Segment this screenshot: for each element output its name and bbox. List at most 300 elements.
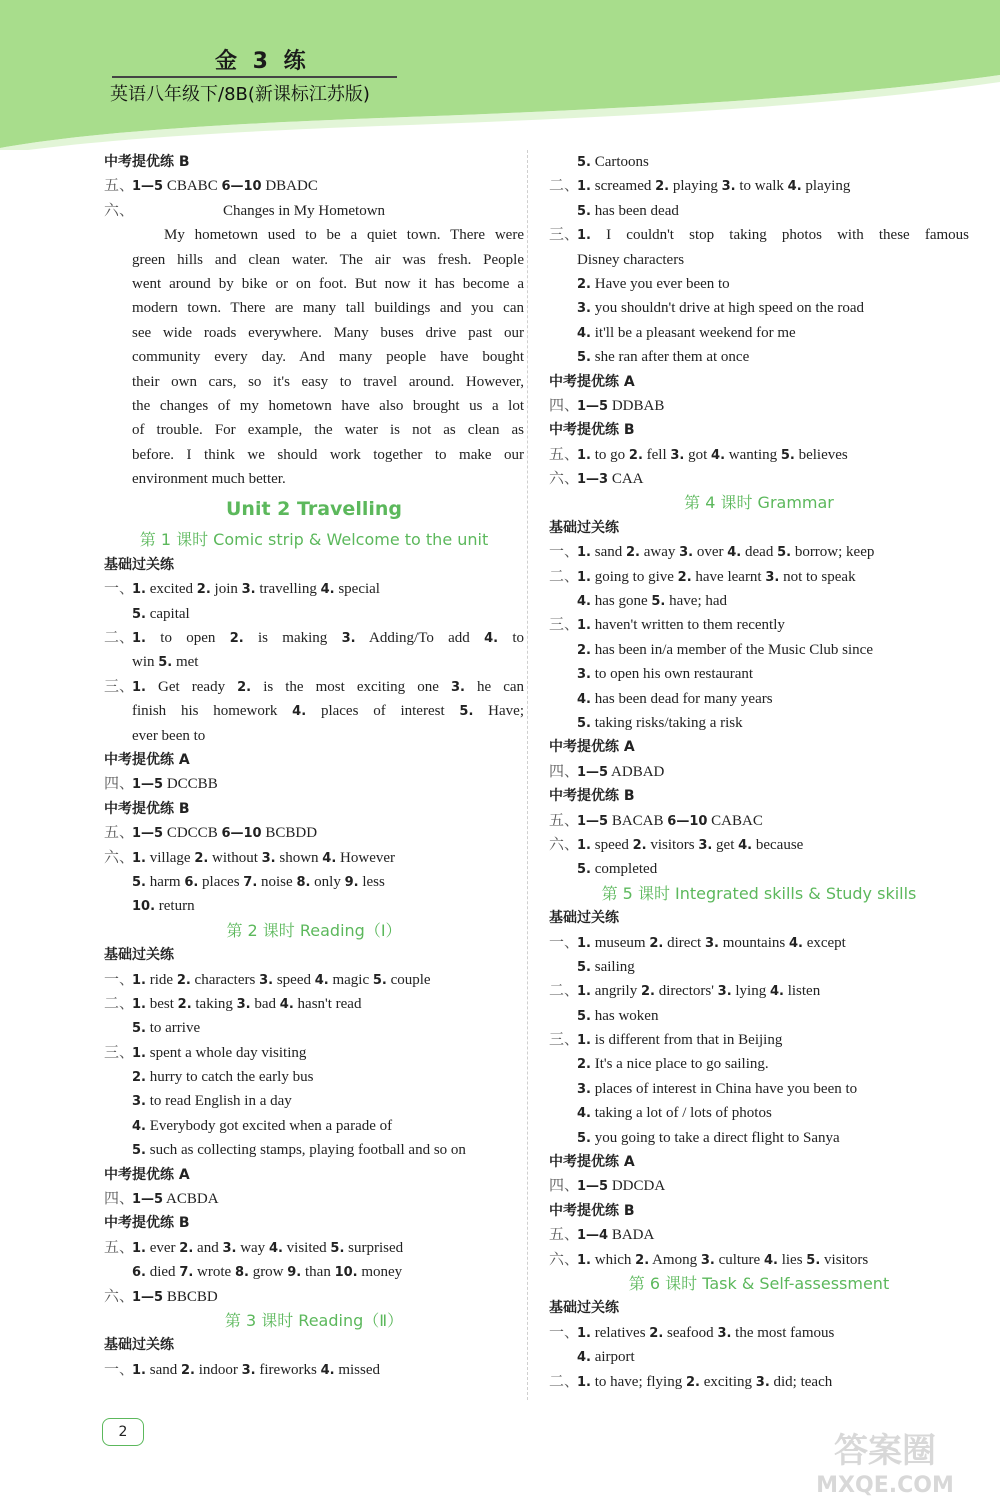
answer-line [549,662,969,686]
answer-text: characters [194,971,256,988]
section-heading: 中考提优练 B [104,154,190,170]
exercise-marker: 二、 [549,983,580,1000]
item-number: 1. [132,996,146,1012]
lesson-title: 第 1 课时 Comic strip & Welcome to the unit [139,530,489,550]
exercise-marker: 二、 [104,630,135,647]
item-number: 1. [132,850,146,866]
answer-text: borrow; keep [794,544,875,561]
item-number: 1—5 [132,1192,164,1208]
item-number: 3. [670,447,685,463]
answer-text: culture [718,1251,761,1268]
item-number: 3. [341,631,356,647]
answer-text: away [643,544,676,561]
section-heading: 中考提优练 B [549,788,635,805]
answer-text: missed [338,1361,381,1378]
answer-text: CBABC [166,178,218,195]
answer-text: without [212,849,258,866]
answer-text: wrote [197,1264,232,1281]
item-number: 5. [577,350,591,366]
item-number: 1. [577,447,591,463]
section-heading: 基础过关练 [104,947,174,964]
answer-text: ever [149,1239,176,1256]
answer-column-right [549,150,969,1394]
lesson-title: 第 3 课时 Reading（Ⅱ） [224,1310,404,1330]
answer-text: than [305,1264,331,1281]
answer-text: money [361,1264,403,1281]
answer-text: to go [594,446,626,463]
answer-text: died [149,1264,176,1281]
book-brand: 金 3 练 [215,49,310,74]
answer-text: to have; flying [594,1373,683,1390]
exercise-marker: 二、 [104,995,135,1012]
answer-text: museum [594,934,646,951]
item-number: 1. [132,1240,146,1256]
essay-line: of trouble. For example, the water is not as clean as [132,422,524,439]
answer-text: you shouldn't drive at high speed on the road [594,300,865,317]
item-number: 3. [259,972,274,988]
answer-text: has gone [594,593,648,610]
item-number: 1—3 [577,472,609,488]
answer-line [549,931,969,955]
answer-line [104,724,524,748]
answer-line [549,540,969,564]
exercise-marker: 三、 [549,617,580,634]
answer-text: fireworks [259,1361,317,1378]
answer-line [549,150,969,174]
answer-text: places of interest [320,703,445,720]
answer-text: is different from that in Beijing [594,1032,783,1049]
item-number: 8. [296,874,311,890]
answer-text: DCCBB [166,776,218,793]
item-number: 4. [788,935,803,951]
essay-line: their own cars, so it's easy to travel around. However, [132,373,524,390]
item-number: 6. [184,874,199,890]
item-number: 1—5 [577,813,609,829]
item-number: 3. [577,1081,591,1097]
answer-text: Everybody got excited when a parade of [149,1117,393,1134]
answer-text: DDCDA [611,1178,666,1195]
answer-text: directors' [658,983,714,1000]
answer-text: have; had [669,593,728,610]
answer-text: ADBAD [611,763,665,780]
item-number: 5. [158,655,173,671]
answer-text: dead [745,544,774,561]
lesson-title: 第 4 课时 Grammar [684,493,834,513]
answer-line [549,1004,969,1028]
item-number: 3. [700,1252,715,1268]
answer-line [549,345,969,369]
item-number: 1. [577,837,591,853]
unit-title: Unit 2 Travelling [225,498,402,521]
answer-text: not to speak [783,568,856,585]
item-number: 2. [640,984,655,1000]
item-number: 3. [241,582,256,598]
essay-title: Changes in My Hometown [222,202,386,219]
answer-text: hurry to catch the early bus [149,1069,314,1086]
exercise-marker: 五、 [549,1227,580,1244]
answer-text: However [340,849,396,866]
section-heading: 中考提优练 B [104,1215,190,1232]
answer-line [549,857,969,881]
item-number: 2. [196,582,211,598]
answer-text: the most famous [735,1324,835,1341]
item-number: 4. [279,996,294,1012]
exercise-marker: 五、 [104,1239,135,1256]
essay-line: My hometown used to be a quiet town. There were [164,227,524,244]
item-number: 1. [577,935,591,951]
essay-line: see wide roads everywhere. Many buses drive past our [132,324,524,341]
item-number: 3. [241,1362,256,1378]
answer-text: CAA [611,471,644,488]
item-number: 3. [755,1374,770,1390]
answer-line [104,846,524,870]
answer-line [104,1285,524,1309]
answer-text: taking [195,995,233,1012]
exercise-marker: 六、 [549,1251,580,1268]
item-number: 4. [577,325,591,341]
answer-line [549,760,969,784]
item-number: 5. [577,203,591,219]
answer-text: because [755,836,804,853]
book-subtitle: 英语八年级下/8B(新课标江苏版) [110,84,370,105]
item-number: 2. [179,1240,194,1256]
answer-text: it'll be a pleasant weekend for me [594,324,796,341]
answer-text: exciting [703,1373,753,1390]
item-number: 4. [577,1106,591,1122]
answer-line [104,821,524,845]
answer-line [549,1248,969,1272]
lesson-title: 第 2 课时 Reading（Ⅰ） [226,920,402,940]
exercise-marker: 四、 [549,763,580,780]
item-number: 2. [229,631,244,647]
item-number: 10. [334,1265,358,1281]
item-number: 1. [132,1362,146,1378]
item-number: 3. [765,569,780,585]
answer-text: couple [390,971,431,988]
essay-line: green hills and clean water. The air was fresh. People [132,251,524,268]
item-number: 1. [577,545,591,561]
answer-line [104,675,524,699]
answer-text: is making [257,630,328,647]
section-heading: 基础过关练 [104,1337,174,1354]
item-number: 6—10 [221,179,262,195]
item-number: 5. [806,1252,821,1268]
answer-text: CABAC [711,812,763,829]
answer-line [104,992,524,1016]
answer-line [549,1077,969,1101]
exercise-marker: 三、 [104,678,135,695]
answer-text: sand [594,544,623,561]
item-number: 3. [717,984,732,1000]
answer-text: shown [279,849,319,866]
answer-text: completed [594,861,658,878]
answer-line [104,870,524,894]
answer-text: BADA [611,1227,655,1244]
answer-text: playing [672,178,718,195]
svg-text:答案圈: 答案圈 [834,1431,936,1471]
answer-text: going to give [594,568,674,585]
item-number: 3. [698,837,713,853]
answer-text: angrily [594,983,638,1000]
item-number: 1. [577,1252,591,1268]
answer-line [549,394,969,418]
answer-line [549,1052,969,1076]
answer-text: capital [149,605,190,622]
answer-text: visitors [650,836,695,853]
answer-line [549,1028,969,1052]
exercise-marker: 四、 [104,1191,135,1208]
answer-text: over [696,544,724,561]
answer-text: hasn't read [297,995,362,1012]
section-heading: 中考提优练 B [549,1202,635,1219]
answer-text: excited [149,581,194,598]
item-number: 4. [484,631,499,647]
item-number: 5. [780,447,795,463]
section-heading: 中考提优练 A [104,751,190,768]
item-number: 3. [577,667,591,683]
exercise-marker: 一、 [549,934,580,951]
answer-line [549,687,969,711]
item-number: 3. [222,1240,237,1256]
essay-line: went around by bike or on foot. But now it has become a [132,275,524,292]
exercise-marker: 四、 [549,1178,580,1195]
exercise-marker: 三、 [549,1032,580,1049]
answer-line [549,1174,969,1198]
answer-text: which [594,1251,632,1268]
answer-text: to open his own restaurant [594,666,754,683]
item-number: 5. [132,1143,146,1159]
answer-text: believes [798,446,848,463]
item-number: 4. [738,837,753,853]
item-number: 9. [287,1265,302,1281]
item-number: 1. [577,984,591,1000]
item-number: 2. [177,996,192,1012]
item-number: 1. [577,228,591,244]
item-number: 2. [577,1057,591,1073]
answer-line [104,626,524,650]
answer-text: listen [787,983,821,1000]
lesson-title: 第 6 课时 Task & Self-assessment [628,1273,890,1293]
item-number: 1—5 [132,179,164,195]
answer-line [549,223,969,247]
item-number: 1. [132,631,146,647]
answer-text: wanting [728,446,778,463]
answer-text: grow [252,1264,284,1281]
answer-line [104,1138,524,1162]
answer-text: lies [781,1251,803,1268]
item-number: 3. [261,850,276,866]
answer-text: BCBDD [265,825,318,842]
item-number: 2. [632,837,647,853]
answer-text: visited [286,1239,327,1256]
item-number: 4. [320,582,335,598]
section-heading: 基础过关练 [104,556,174,573]
answer-text: has been dead for many years [594,690,773,707]
item-number: 2. [577,642,591,658]
item-number: 5. [651,594,666,610]
essay-title-row [104,199,524,223]
answer-line [549,296,969,320]
item-number: 4. [314,972,329,988]
item-number: 4. [132,1118,146,1134]
answer-text: did; teach [773,1373,833,1390]
section-heading: 中考提优练 A [549,373,635,390]
answer-text: to walk [739,178,784,195]
answer-column-left [104,150,524,1382]
item-number: 3. [704,935,719,951]
item-number: 2. [685,1374,700,1390]
item-number: 5. [777,545,792,561]
answer-text: DBADC [265,178,318,195]
answer-text: Have; [488,703,524,720]
section-heading: 中考提优练 B [104,800,190,817]
exercise-marker: 二、 [549,1373,580,1390]
answer-line [549,565,969,589]
item-number: 2. [132,1070,146,1086]
answer-text: places [202,873,240,890]
answer-line [104,650,524,674]
answer-text: special [338,581,380,598]
item-number: 1. [577,1374,591,1390]
item-number: 2. [628,447,643,463]
item-number: 4. [322,850,337,866]
item-number: 1—5 [132,826,164,842]
item-number: 1. [577,618,591,634]
answer-line [549,467,969,491]
answer-line [549,272,969,296]
answer-text: seafood [667,1324,714,1341]
answer-text: places of interest in China have you been to [594,1080,858,1097]
answer-text: BACAB [611,812,664,829]
answer-text: get [716,836,735,853]
answer-text: Cartoons [594,154,649,170]
answer-text: is the most exciting one [263,678,439,695]
answer-text: spent a whole day visiting [149,1044,307,1061]
item-number: 3. [577,301,591,317]
answer-text: fell [646,446,667,463]
answer-text: ride [149,971,174,988]
answer-text: playing [805,178,851,195]
item-number: 4. [787,179,802,195]
answer-text: travelling [259,581,317,598]
answer-text: got [688,446,708,463]
item-number: 5. [132,606,146,622]
answer-line [104,1065,524,1089]
answer-line [549,589,969,613]
item-number: 4. [763,1252,778,1268]
item-number: 5. [577,1130,591,1146]
exercise-marker: 六、 [104,849,135,866]
answer-text: finish his homework [132,703,278,720]
item-number: 5. [330,1240,345,1256]
page-header [0,0,1000,150]
exercise-marker: 二、 [549,178,580,195]
section-heading: 中考提优练 A [104,1166,190,1183]
answer-text: has woken [594,1007,659,1024]
item-number: 2. [649,935,664,951]
answer-text: best [149,995,174,1012]
item-number: 5. [577,1008,591,1024]
item-number: 2. [649,1325,664,1341]
essay-line: modern town. There are many tall buildings and you can [132,300,524,317]
answer-text: airport [594,1349,635,1366]
item-number: 5. [132,874,146,890]
section-heading: 基础过关练 [549,910,619,927]
answer-text: It's a nice place to go sailing. [594,1056,769,1073]
answer-text: except [806,934,846,951]
answer-text: CDCCB [166,825,218,842]
answer-line [549,248,969,272]
exercise-marker: 一、 [549,1324,580,1341]
section-heading: 基础过关练 [549,1300,619,1317]
answer-line [104,577,524,601]
header-banner [0,0,1000,150]
answer-text: and [197,1239,219,1256]
answer-text: visitors [824,1251,869,1268]
item-number: 7. [179,1265,194,1281]
answer-line [549,1321,969,1345]
item-number: 4. [320,1362,335,1378]
answer-text: such as collecting stamps, playing football and so on [149,1142,466,1159]
answer-text: BBCBD [166,1288,218,1305]
answer-line [549,1345,969,1369]
item-number: 6—10 [221,826,262,842]
section-heading: 中考提优练 A [549,739,635,756]
item-number: 8. [234,1265,249,1281]
exercise-marker: 六、 [549,836,580,853]
answer-text: join [214,581,238,598]
item-number: 3. [721,179,736,195]
answer-text: speed [594,836,629,853]
answer-line [104,1358,524,1382]
svg-text:MXQE.COM: MXQE.COM [816,1473,954,1498]
answer-text: surprised [348,1239,404,1256]
item-number: 7. [243,874,258,890]
essay-line: the changes of my hometown have also brought us a lot [132,397,524,414]
answer-text: I couldn't stop taking photos with these famous [606,227,969,244]
item-number: 1. [132,582,146,598]
section-heading: 基础过关练 [549,519,619,536]
answer-line [549,1126,969,1150]
item-number: 5. [132,1021,146,1037]
answer-line [549,1101,969,1125]
answer-line [104,699,524,723]
exercise-marker: 四、 [104,776,135,793]
item-number: 3. [717,1325,732,1341]
item-number: 4. [292,704,307,720]
answer-line [549,955,969,979]
answer-text: she ran after them at once [594,349,750,366]
answer-line [104,968,524,992]
answer-text: he can [477,678,524,695]
answer-text: relatives [594,1324,646,1341]
answer-text: indoor [198,1361,238,1378]
answer-text: magic [332,971,370,988]
exercise-marker: 六、 [104,202,135,219]
answer-text: Disney characters [577,251,685,268]
exercise-marker: 六、 [104,1288,135,1305]
brand-underline [112,76,397,78]
answer-line [549,638,969,662]
exercise-marker: 一、 [104,971,135,988]
answer-text: speed [276,971,311,988]
item-number: 1—5 [132,777,164,793]
answer-text: sand [149,1361,178,1378]
answer-text: only [314,873,341,890]
answer-text: lying [735,983,767,1000]
answer-text: win [132,654,155,671]
item-number: 5. [459,704,474,720]
